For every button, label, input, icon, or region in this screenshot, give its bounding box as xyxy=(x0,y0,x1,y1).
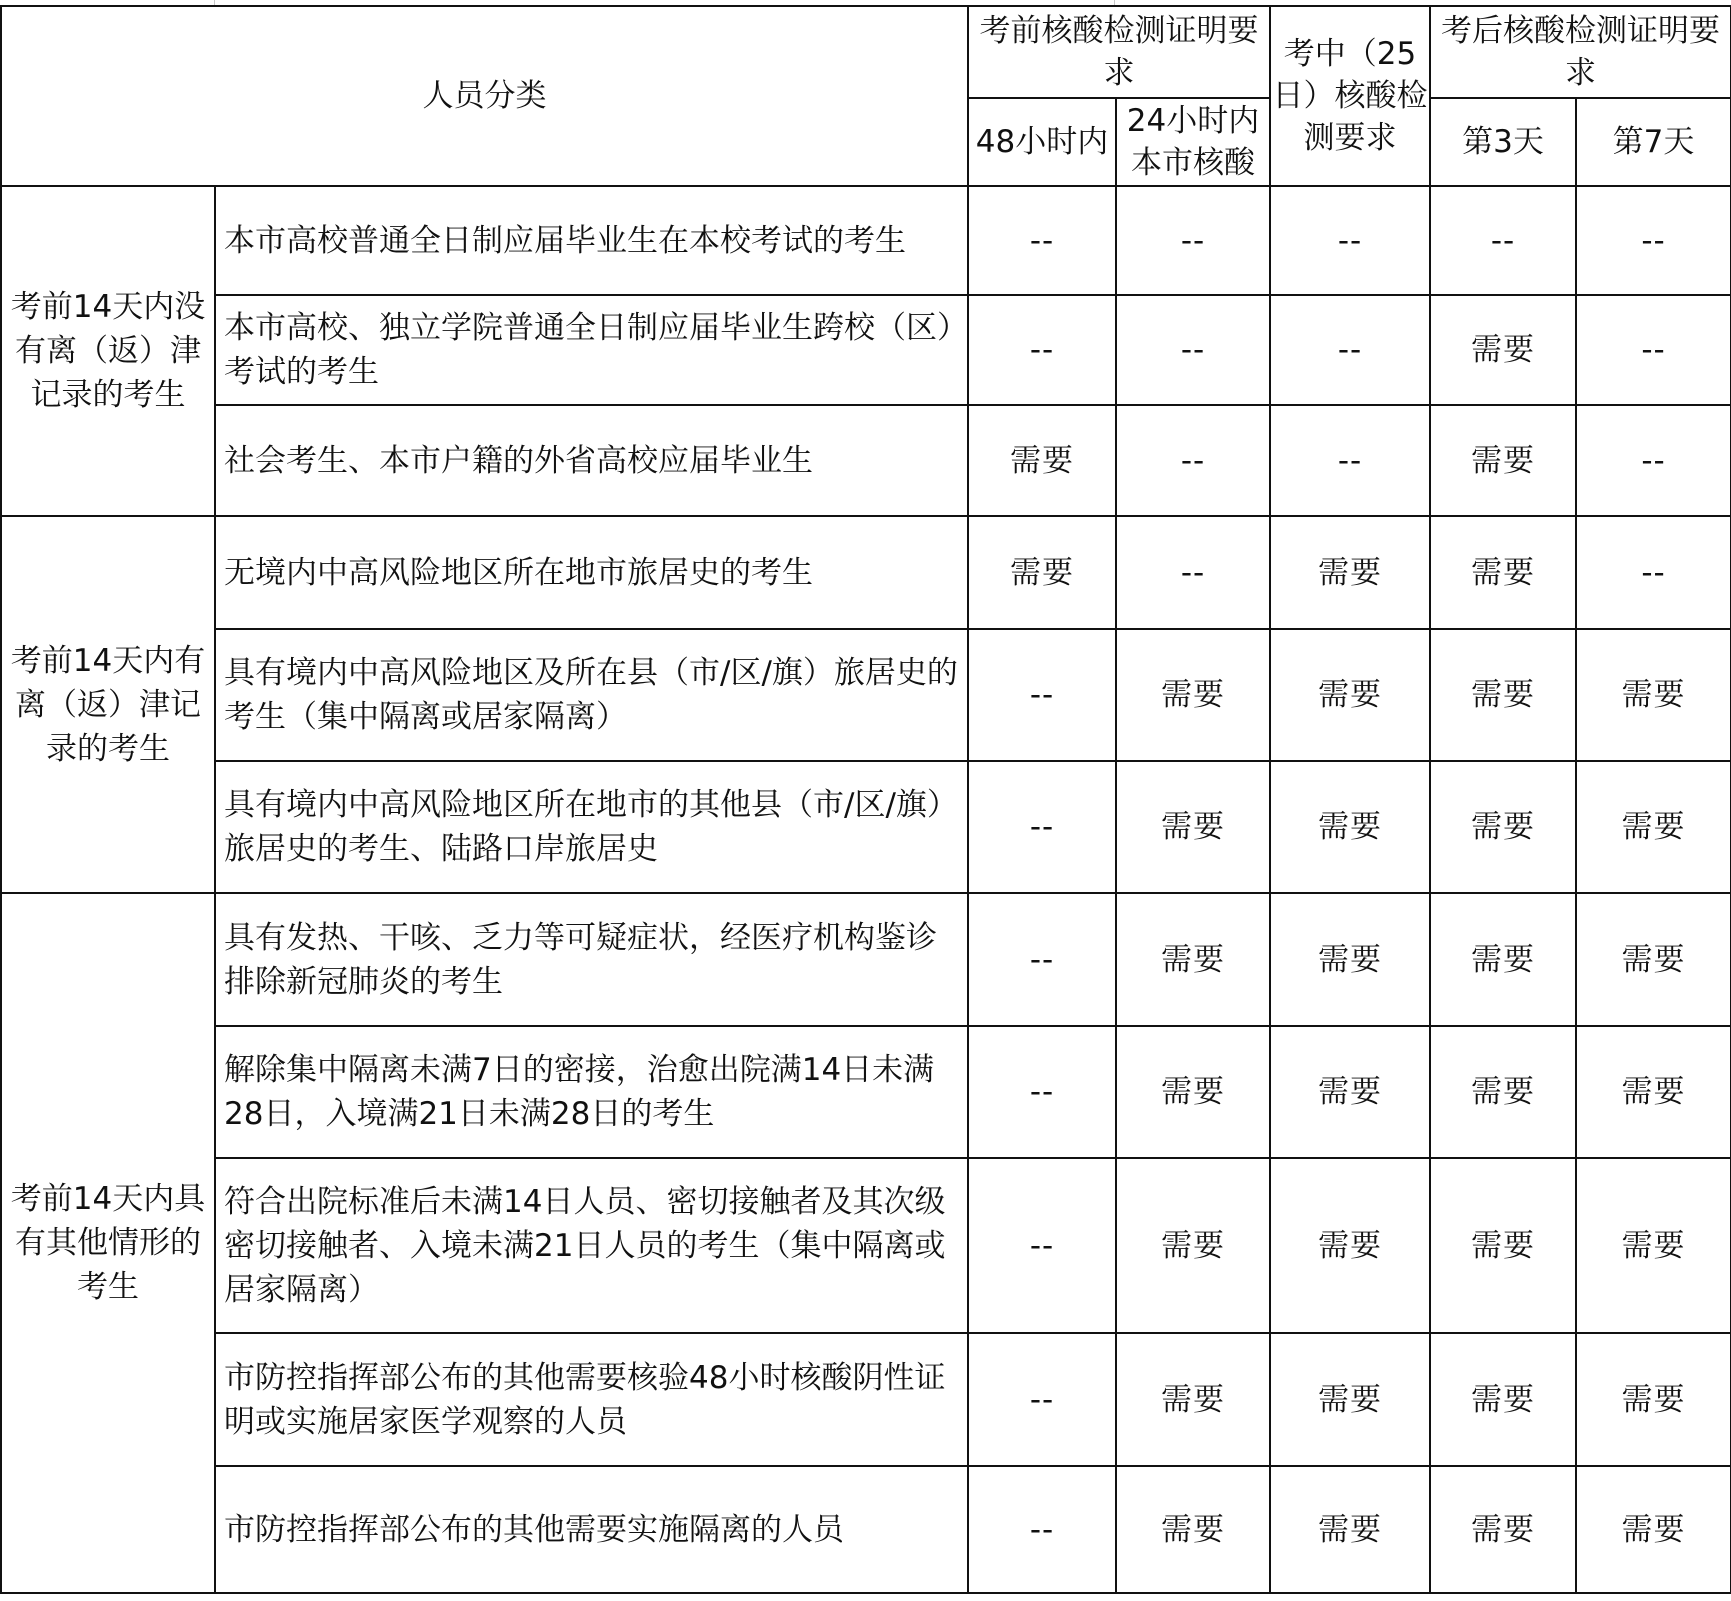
group-label: 考前14天内没有离（返）津记录的考生 xyxy=(1,186,215,516)
cell-day7: 需要 xyxy=(1576,761,1731,893)
cell-pre-48h: 需要 xyxy=(968,516,1116,629)
cell-pre-24h: 需要 xyxy=(1116,629,1270,761)
row-description: 市防控指挥部公布的其他需要实施隔离的人员 xyxy=(215,1466,968,1593)
cell-day7: 需要 xyxy=(1576,1333,1731,1466)
header-post-exam: 考后核酸检测证明要求 xyxy=(1430,6,1731,98)
cell-pre-24h: -- xyxy=(1116,516,1270,629)
row-description: 市防控指挥部公布的其他需要核验48小时核酸阴性证明或实施居家医学观察的人员 xyxy=(215,1333,968,1466)
cell-day3: 需要 xyxy=(1430,629,1576,761)
cell-day3: 需要 xyxy=(1430,1333,1576,1466)
cell-pre-48h: 需要 xyxy=(968,405,1116,516)
header-pre-24h: 24小时内本市核酸 xyxy=(1116,98,1270,186)
table-row xyxy=(1,186,1731,295)
header-pre-exam: 考前核酸检测证明要求 xyxy=(968,6,1270,98)
cell-day3: 需要 xyxy=(1430,516,1576,629)
cell-mid-exam: -- xyxy=(1270,405,1430,516)
cell-pre-48h: -- xyxy=(968,1333,1116,1466)
table-row xyxy=(1,629,1731,761)
row-description: 具有境内中高风险地区所在地市的其他县（市/区/旗）旅居史的考生、陆路口岸旅居史 xyxy=(215,761,968,893)
table-row xyxy=(1,1333,1731,1466)
row-description: 社会考生、本市户籍的外省高校应届毕业生 xyxy=(215,405,968,516)
cell-day7: 需要 xyxy=(1576,1158,1731,1333)
cell-day3: 需要 xyxy=(1430,1158,1576,1333)
cell-mid-exam: 需要 xyxy=(1270,1466,1430,1593)
header-day3: 第3天 xyxy=(1430,98,1576,186)
cell-day7: -- xyxy=(1576,295,1731,405)
row-description: 具有境内中高风险地区及所在县（市/区/旗）旅居史的考生（集中隔离或居家隔离） xyxy=(215,629,968,761)
table-row xyxy=(1,295,1731,405)
cell-mid-exam: 需要 xyxy=(1270,893,1430,1026)
cell-day3: 需要 xyxy=(1430,1466,1576,1593)
cell-pre-48h: -- xyxy=(968,761,1116,893)
cell-mid-exam: 需要 xyxy=(1270,1026,1430,1158)
header-row-1 xyxy=(1,6,1731,98)
header-pre-48h: 48小时内 xyxy=(968,98,1116,186)
cell-pre-24h: -- xyxy=(1116,295,1270,405)
row-description: 解除集中隔离未满7日的密接，治愈出院满14日未满28日，入境满21日未满28日的考生 xyxy=(215,1026,968,1158)
cell-pre-48h: -- xyxy=(968,1466,1116,1593)
requirements-table xyxy=(0,5,1731,1594)
table-row xyxy=(1,893,1731,1026)
cell-pre-48h: -- xyxy=(968,1026,1116,1158)
cell-day3: -- xyxy=(1430,186,1576,295)
cell-day3: 需要 xyxy=(1430,1026,1576,1158)
cell-pre-48h: -- xyxy=(968,186,1116,295)
cell-mid-exam: 需要 xyxy=(1270,516,1430,629)
table-row xyxy=(1,516,1731,629)
cell-mid-exam: 需要 xyxy=(1270,629,1430,761)
cell-day7: -- xyxy=(1576,405,1731,516)
cell-day7: -- xyxy=(1576,516,1731,629)
row-description: 符合出院标准后未满14日人员、密切接触者及其次级密切接触者、入境未满21日人员的考生（集中隔离或居家隔离） xyxy=(215,1158,968,1333)
row-description: 无境内中高风险地区所在地市旅居史的考生 xyxy=(215,516,968,629)
row-description: 具有发热、干咳、乏力等可疑症状，经医疗机构鉴诊排除新冠肺炎的考生 xyxy=(215,893,968,1026)
table-row xyxy=(1,405,1731,516)
cell-pre-48h: -- xyxy=(968,629,1116,761)
cell-day7: 需要 xyxy=(1576,629,1731,761)
cell-day3: 需要 xyxy=(1430,761,1576,893)
cell-pre-24h: -- xyxy=(1116,405,1270,516)
cell-mid-exam: 需要 xyxy=(1270,1333,1430,1466)
row-description: 本市高校、独立学院普通全日制应届毕业生跨校（区）考试的考生 xyxy=(215,295,968,405)
cell-day3: 需要 xyxy=(1430,295,1576,405)
cell-pre-24h: 需要 xyxy=(1116,1333,1270,1466)
cell-mid-exam: -- xyxy=(1270,186,1430,295)
header-category: 人员分类 xyxy=(1,6,968,186)
header-day7: 第7天 xyxy=(1576,98,1731,186)
table-row xyxy=(1,761,1731,893)
table-row xyxy=(1,1158,1731,1333)
cell-pre-24h: 需要 xyxy=(1116,893,1270,1026)
cell-day7: -- xyxy=(1576,186,1731,295)
table-row xyxy=(1,1466,1731,1593)
cell-day7: 需要 xyxy=(1576,893,1731,1026)
cell-day3: 需要 xyxy=(1430,893,1576,1026)
cell-pre-24h: -- xyxy=(1116,186,1270,295)
cell-pre-48h: -- xyxy=(968,1158,1116,1333)
cell-day7: 需要 xyxy=(1576,1026,1731,1158)
header-mid-exam: 考中（25日）核酸检测要求 xyxy=(1270,6,1430,186)
cell-pre-48h: -- xyxy=(968,893,1116,1026)
group-label: 考前14天内有离（返）津记录的考生 xyxy=(1,516,215,893)
row-description: 本市高校普通全日制应届毕业生在本校考试的考生 xyxy=(215,186,968,295)
cell-pre-24h: 需要 xyxy=(1116,1466,1270,1593)
group-label: 考前14天内具有其他情形的考生 xyxy=(1,893,215,1593)
cell-mid-exam: 需要 xyxy=(1270,761,1430,893)
cell-day3: 需要 xyxy=(1430,405,1576,516)
cell-mid-exam: -- xyxy=(1270,295,1430,405)
cell-pre-24h: 需要 xyxy=(1116,1158,1270,1333)
cell-pre-24h: 需要 xyxy=(1116,1026,1270,1158)
cell-pre-24h: 需要 xyxy=(1116,761,1270,893)
cell-day7: 需要 xyxy=(1576,1466,1731,1593)
column-gridlines xyxy=(0,0,1731,4)
cell-mid-exam: 需要 xyxy=(1270,1158,1430,1333)
table-row xyxy=(1,1026,1731,1158)
cell-pre-48h: -- xyxy=(968,295,1116,405)
